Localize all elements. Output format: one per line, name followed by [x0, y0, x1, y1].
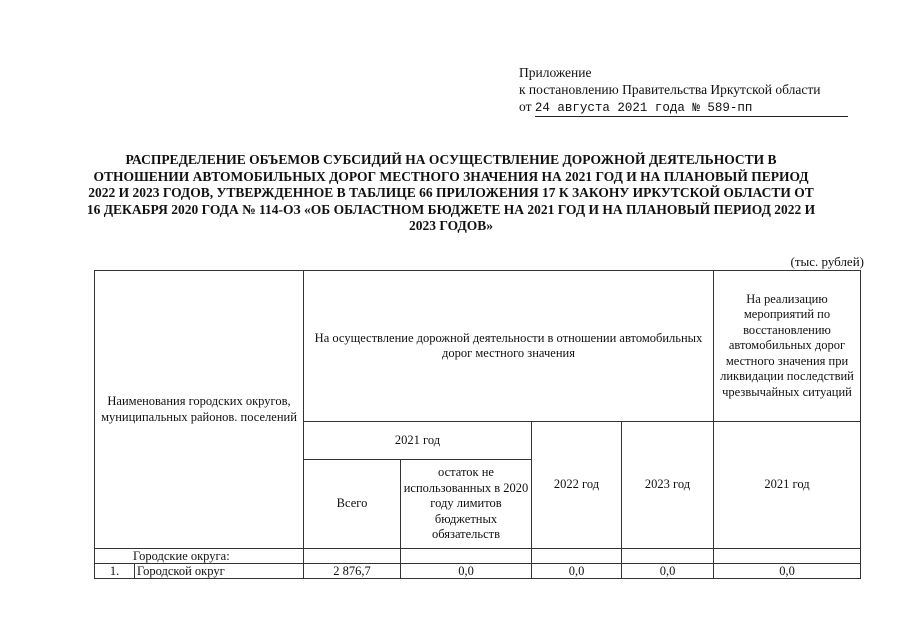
section-cell-empty [304, 549, 401, 564]
header-year-2021: 2021 год [304, 422, 532, 460]
header-name-column: Наименования городских округов, муниципальных районов. поселений [95, 271, 304, 549]
section-cell-empty [622, 549, 714, 564]
section-label: Городские округа: [95, 549, 304, 564]
section-cell-empty [401, 549, 532, 564]
appendix-line-1: Приложение [519, 65, 592, 80]
document-title: РАСПРЕДЕЛЕНИЕ ОБЪЕМОВ СУБСИДИЙ НА ОСУЩЕСТВЛЕНИЕ ДОРОЖНОЙ ДЕЯТЕЛЬНОСТИ В ОТНОШЕНИИ АВТОМОБИЛЬНЫХ ДОРОГ МЕСТНОГО ЗНАЧЕНИЯ НА 2021 ГОД И НА ПЛАНОВЫЙ ПЕРИОД 2022 И 2023 ГОДОВ, УТВЕРЖДЕННОЕ В ТАБЛИЦЕ 66 ПРИЛОЖЕНИЯ 17 К ЗАКОНУ ИРКУТСКОЙ ОБЛАСТИ ОТ 16 ДЕКАБРЯ 2020 ГОДА № 114-ОЗ «ОБ ОБЛАСТНОМ БЮДЖЕТЕ НА 2021 ГОД И НА ПЛАНОВЫЙ ПЕРИОД 2022 И 2023 ГОДОВ» [86, 152, 816, 233]
appendix-block [519, 64, 864, 117]
header-total: Всего [304, 460, 401, 549]
header-year-2023: 2023 год [622, 422, 714, 549]
header-emergency-2021: 2021 год [714, 422, 861, 549]
units-label: (тыс. рублей) [790, 254, 864, 269]
section-cell-empty [532, 549, 622, 564]
row-number: 1. [95, 564, 135, 579]
appendix-prefix: от [519, 99, 532, 114]
row-2022: 0,0 [532, 564, 622, 579]
row-name: Городской округ [135, 564, 304, 579]
subsidy-table [94, 270, 861, 579]
header-remainder: остаток не использованных в 2020 году лимитов бюджетных обязательств [401, 460, 532, 549]
section-cell-empty [714, 549, 861, 564]
appendix-date-line [519, 98, 864, 117]
header-emergency: На реализацию мероприятий по восстановлению автомобильных дорог местного значения при ликвидации последствий чрезвычайных ситуаций [714, 271, 861, 422]
header-road-activity: На осуществление дорожной деятельности в отношении автомобильных дорог местного значения [304, 271, 714, 422]
header-year-2022: 2022 год [532, 422, 622, 549]
appendix-line-2: к постановлению Правительства Иркутской области [519, 82, 821, 97]
row-remainder: 0,0 [401, 564, 532, 579]
row-total: 2 876,7 [304, 564, 401, 579]
row-emergency-2021: 0,0 [714, 564, 861, 579]
appendix-date-number: 24 августа 2021 года № 589-пп [535, 101, 848, 117]
row-2023: 0,0 [622, 564, 714, 579]
table-row [95, 564, 861, 579]
